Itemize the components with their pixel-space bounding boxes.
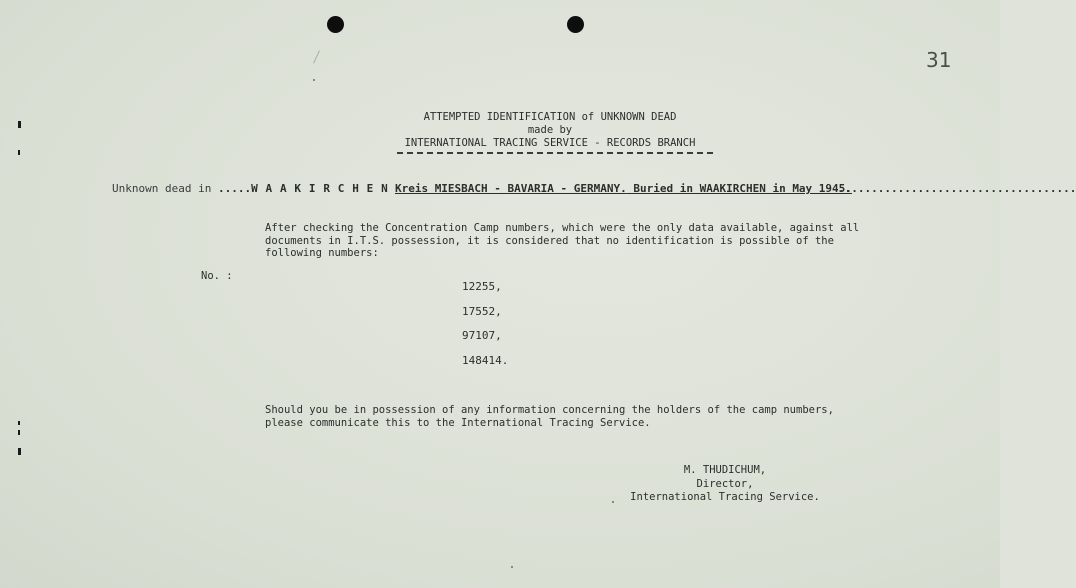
punch-hole-left — [327, 16, 344, 33]
heading-underline — [397, 152, 713, 154]
checking-paragraph: After checking the Concentration Camp numbers, which were the only data available, against all documents in I.T.S. possession, it is considered that no identification is possible of the following numbers: — [265, 222, 860, 259]
camp-numbers-list — [462, 279, 508, 377]
camp-number: 12255, — [462, 280, 502, 293]
document-heading — [380, 111, 720, 150]
paper-speck — [511, 566, 513, 568]
margin-mark — [18, 448, 21, 455]
signatory-name: M. THUDICHUM, — [683, 464, 767, 476]
camp-number: 97107, — [462, 329, 502, 342]
heading-line-1: ATTEMPTED IDENTIFICATION of UNKNOWN DEAD — [423, 111, 677, 123]
signatory-organization: International Tracing Service. — [630, 491, 820, 503]
signature-block — [620, 464, 830, 505]
margin-mark — [18, 430, 20, 435]
signatory-title: Director, — [696, 477, 754, 490]
heading-line-3: INTERNATIONAL TRACING SERVICE - RECORDS BRANCH — [404, 137, 696, 149]
unknown-dead-label: Unknown dead in — [112, 182, 212, 195]
unknown-dead-burial: Buried in WAAKIRCHEN in May 1945. — [626, 182, 852, 195]
margin-mark — [18, 421, 20, 425]
heading-line-2: made by — [527, 124, 573, 136]
paper-mark — [313, 50, 320, 63]
margin-mark — [18, 121, 21, 128]
unknown-dead-region: Kreis MIESBACH - BAVARIA - GERMANY. — [394, 182, 627, 195]
margin-mark — [18, 150, 20, 155]
page-number: 31 — [926, 48, 952, 72]
numbers-label: No. : — [201, 270, 233, 282]
paper-speck — [313, 79, 315, 81]
camp-number: 148414. — [462, 353, 509, 367]
unknown-dead-dots: ..... — [217, 182, 252, 195]
punch-hole-right — [567, 16, 584, 33]
unknown-dead-trailing-dots: .................................... — [838, 182, 1076, 195]
camp-number: 17552, — [462, 304, 502, 318]
unknown-dead-line — [112, 182, 852, 195]
paper-speck — [612, 501, 614, 503]
unknown-dead-place: W A A K I R C H E N — [251, 182, 389, 195]
request-paragraph: Should you be in possession of any information concerning the holders of the camp numbers, please communicate this to the International Tracing Service. — [265, 404, 834, 429]
